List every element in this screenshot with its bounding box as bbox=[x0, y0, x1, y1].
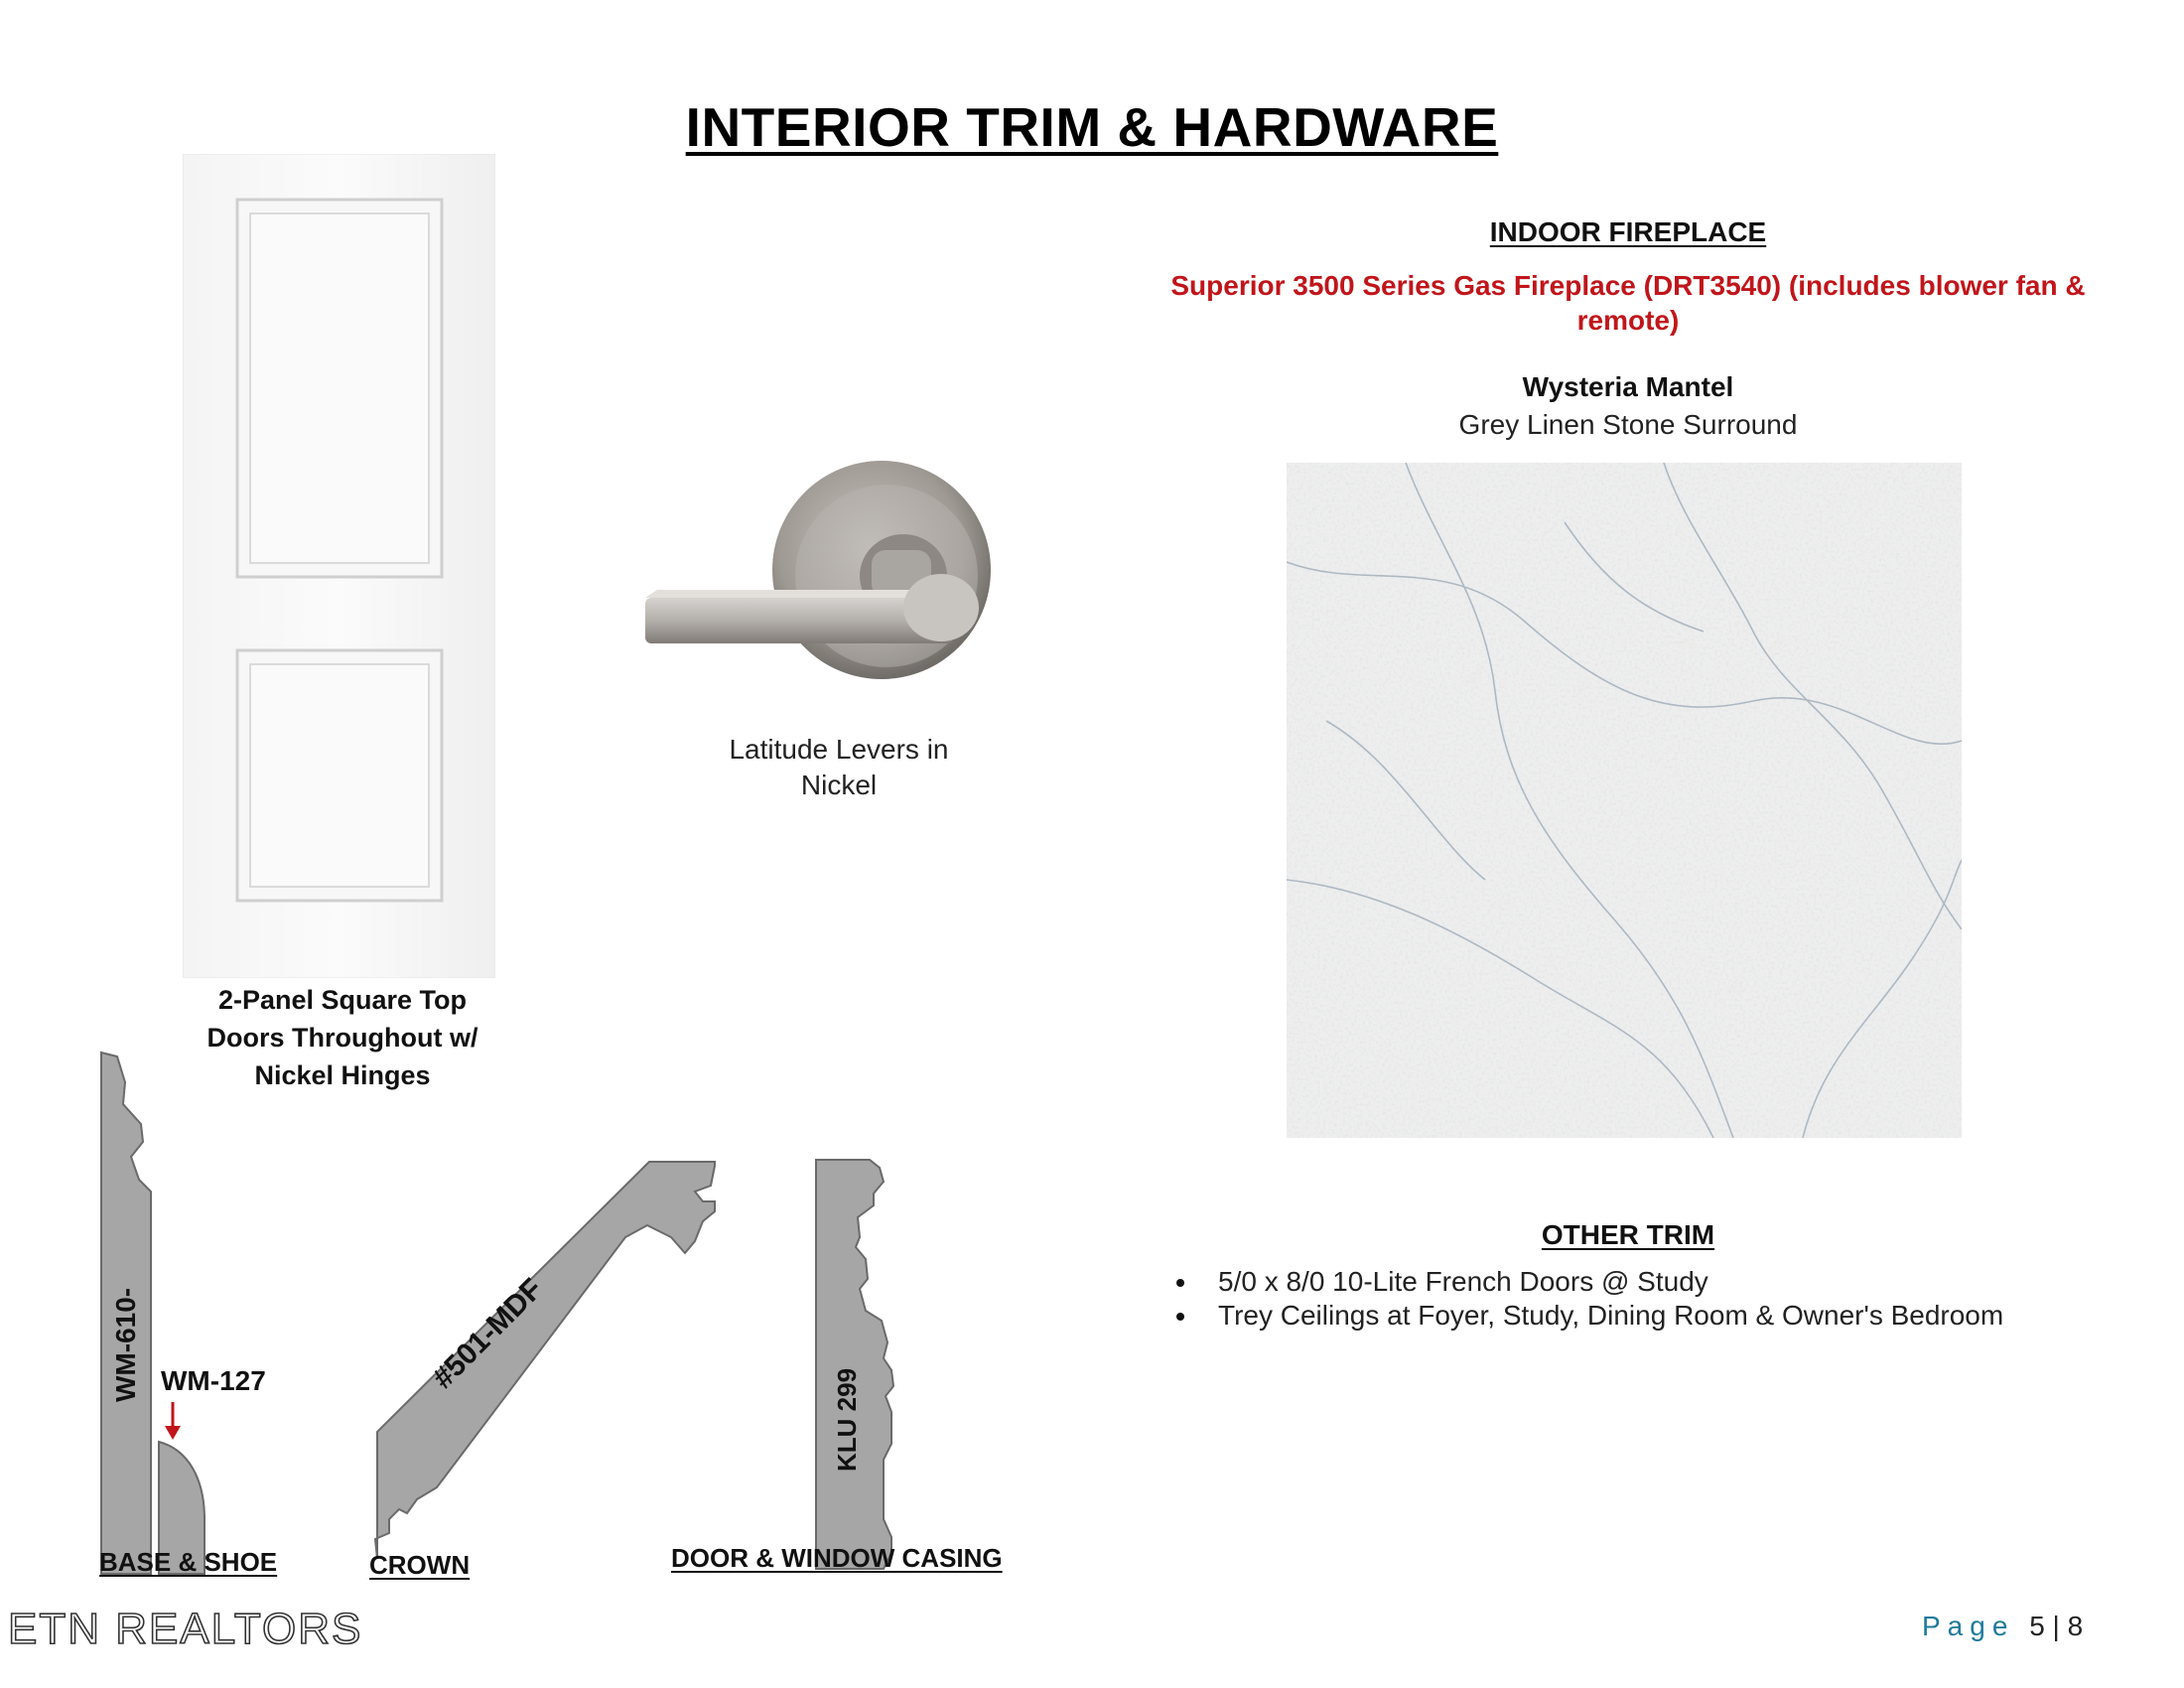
trim-profiles-illustration bbox=[0, 1043, 1092, 1579]
page-indicator bbox=[1922, 1611, 2083, 1642]
grey-linen-stone-swatch bbox=[1287, 463, 1962, 1138]
shoe-profile-code: WM-127 bbox=[161, 1365, 266, 1396]
door-window-casing-label: DOOR & WINDOW CASING bbox=[671, 1543, 1003, 1573]
base-profile-code: WM-610- bbox=[110, 1287, 141, 1402]
base-shoe-label: BASE & SHOE bbox=[99, 1547, 278, 1577]
page-title: INTERIOR TRIM & HARDWARE bbox=[685, 96, 1499, 158]
lever-caption: Latitude Levers in Nickel bbox=[729, 734, 949, 800]
lever-handle-image bbox=[643, 459, 1017, 685]
page-separator: | bbox=[2044, 1611, 2068, 1641]
brand-logo: ETN REALTORS bbox=[8, 1605, 363, 1653]
crown-profile-code: #501-MDF bbox=[426, 1272, 550, 1395]
page-total: 8 bbox=[2067, 1611, 2084, 1641]
casing-profile-code: KLU 299 bbox=[832, 1367, 862, 1472]
page-word: Page bbox=[1922, 1611, 2015, 1641]
shoe-arrowhead-icon bbox=[165, 1426, 181, 1440]
fireplace-description: Superior 3500 Series Gas Fireplace (DRT3540) (includes blower fan & remote) bbox=[1170, 270, 2086, 336]
other-trim-list bbox=[1166, 1265, 2159, 1333]
list-item: Trey Ceilings at Foyer, Study, Dining Room & Owner's Bedroom bbox=[1166, 1299, 2159, 1333]
page-current: 5 bbox=[2029, 1611, 2045, 1641]
casing-profile-shape bbox=[816, 1160, 893, 1569]
other-trim-heading: OTHER TRIM bbox=[1541, 1219, 1715, 1250]
crown-label: CROWN bbox=[369, 1550, 471, 1580]
two-panel-door-image bbox=[183, 154, 495, 978]
indoor-fireplace-heading: INDOOR FIREPLACE bbox=[1489, 216, 1767, 247]
crown-profile-shape bbox=[375, 1162, 715, 1559]
door-caption: 2-Panel Square Top Doors Throughout w/ Nickel Hinges bbox=[206, 985, 478, 1090]
mantel-name: Wysteria Mantel bbox=[1522, 371, 1734, 402]
list-item: 5/0 x 8/0 10-Lite French Doors @ Study bbox=[1166, 1265, 2159, 1299]
stone-surround-name: Grey Linen Stone Surround bbox=[1458, 409, 1798, 440]
